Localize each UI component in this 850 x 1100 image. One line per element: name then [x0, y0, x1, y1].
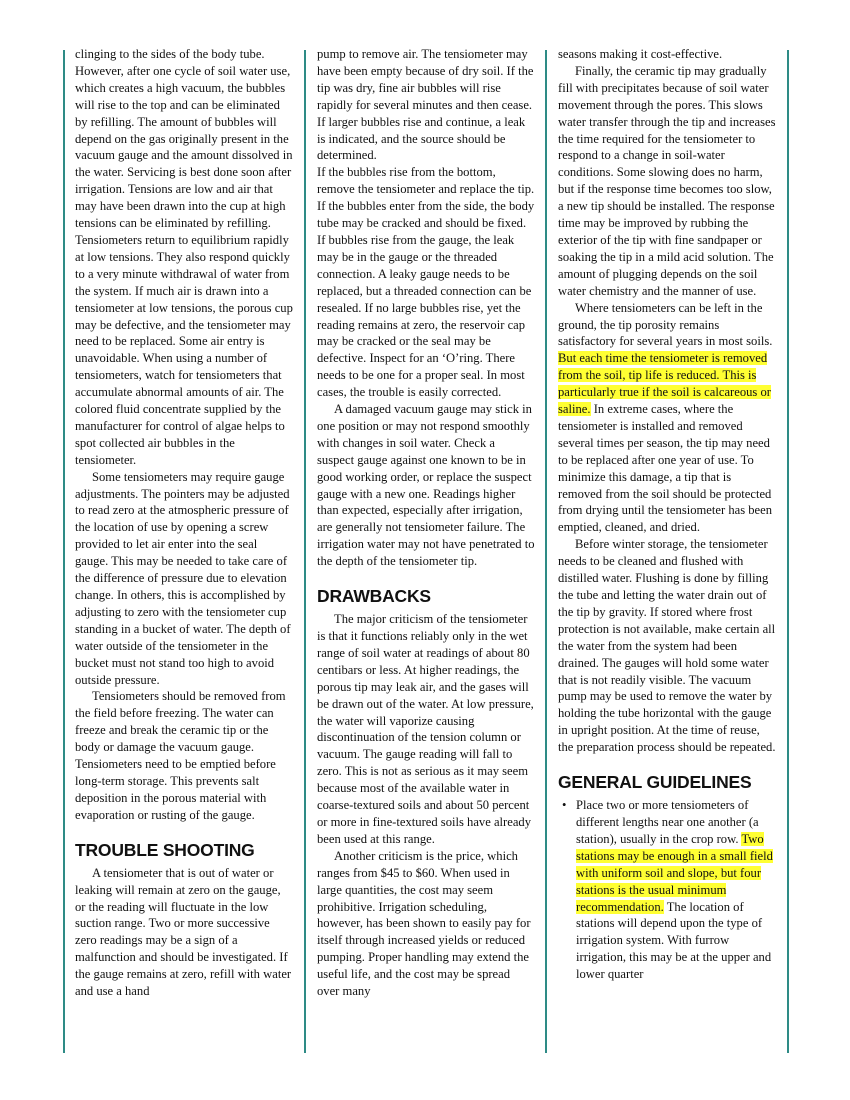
- paragraph: A damaged vacuum gauge may stick in one position or may not respond smoothly with changes in soil water. Check a suspect gauge against one known to be in good working order, or replace the suspect gauge with a new one. Readings higher than expected, especially after irrigation, are generally not tensiometer failure. The irrigation water may not have penetrated to the depth of the tensiometer tip.: [317, 402, 535, 569]
- list-item-text: The location of stations will depend upon the type of irrigation system. With furrow irrigation, this may be at the upper and lower quarter: [576, 899, 772, 982]
- text-column-middle: [317, 46, 535, 1000]
- list-item: [558, 797, 776, 983]
- paragraph: clinging to the sides of the body tube. However, after one cycle of soil water use, which creates a high vacuum, the bubbles will rise to the top and can be eliminated by refilling. The amount of bubbles will depend on the gas originally present in the vacuum gauge and the amount dissolved in the water. Servicing is best done soon after irrigation. Tensions are low and air that may have been drawn into the cup at high tensions can be eliminated by refilling. Tensiometers return to equilibrium rapidly at low tensions. They also respond quickly to a very minute withdrawal of water from the system. If much air is drawn into a tensiometer at low tensions, the porous cup may be defective, and the tensiometer may need to be replaced. Some air entry is unavoidable. When using a number of tensiometers, watch for tensiometers that accumulate abnormal amounts of air. The colored fluid concentrate supplied by the manufacturer for control of algae helps to spot collected air bubbles in the tensiometer.: [75, 47, 293, 467]
- column-rule-2: [304, 50, 306, 1053]
- paragraph-text: In extreme cases, where the tensiometer is installed and removed several times per season, the tip may need to be replaced after one year of use. To minimize this damage, a tip that is removed from the soil should be protected from drying until the tensiometer has been emptied, cleaned, and dried.: [558, 402, 773, 535]
- paragraph-text: Where tensiometers can be left in the ground, the tip porosity remains satisfactory for several years in most soils.: [558, 300, 773, 349]
- highlighted-text: Two stations may be enough in a small field with uniform soil and slope, but four stations is the usual minimum recommendation.: [576, 831, 773, 914]
- section-heading-drawbacks: DRAWBACKS: [317, 586, 431, 607]
- column-rule-left: [63, 50, 65, 1053]
- text-column-right: [558, 46, 776, 983]
- paragraph: [558, 300, 776, 537]
- column-rule-right: [787, 50, 789, 1053]
- highlighted-text: But each time the tensiometer is removed from the soil, tip life is reduced. This is particularly true if the soil is calcareous or saline.: [558, 351, 771, 417]
- paragraph: Some tensiometers may require gauge adjustments. The pointers may be adjusted to read zero at the atmospheric pressure of the location of use by opening a screw provided to let air enter into the seal gauge. This may be needed to take care of the difference of pressure due to elevation change. In others, this is accomplished by adjusting to zero with the tensiometer cup standing in a bucket of water. The depth of water outside of the tensiometer in the bucket must not stand too high to avoid outside pressure.: [75, 469, 291, 687]
- paragraph: Finally, the ceramic tip may gradually fill with precipitates because of soil water movement through the pores. This slows water transfer through the tip and increases the time required for the tensiometer to respond to a change in soil-water conditions. Some slowing does no harm, but if the response time becomes too slow, a new tip should be installed. The response time may be improved by rubbing the exterior of the tip with fine sandpaper or soaking the tip in a mild acid solution. The amount of plugging depends on the soil water chemistry and the manner of use.: [558, 63, 776, 298]
- paragraph: The major criticism of the tensiometer is that it functions reliably only in the wet range of soil water at readings of about 80 centibars or less. At higher readings, the porous tip may leak air, and the gases will be drawn out of the water. At low pressure, the water will vaporize causing discontinuation of the tension column or vacuum. The gauge reading will fall to zero. This is not as serious as it may seem because most of the available water in coarse-textured soils and about 50 percent or more in fine-textured soils have already been used at this range.: [317, 612, 534, 846]
- paragraph: Before winter storage, the tensiometer needs to be cleaned and flushed with distilled water. Flushing is done by filling the tube and letting the water drain out of the tip by gravity. If stored where frost protection is not available, make certain all the water from the system had been drained. The gauges will hold some water that is not readily visible. The vacuum pump may be used to remove the water by holding the tube horizontal with the gauge in upright position. At the time of reuse, the preparation process should be repeated.: [558, 537, 776, 755]
- guideline-list: [558, 797, 776, 983]
- paragraph: Another criticism is the price, which ranges from $45 to $60. When used in large quantities, the cost may seem prohibitive. Irrigation scheduling, however, has been shown to easily pay for itself through increased yields or reduced pumping. Proper handling may extend the useful life, and the cost may be spread over many: [317, 848, 531, 999]
- list-item-text: Place two or more tensiometers of different lengths near one another (a station), usually in the crop row.: [576, 798, 759, 846]
- paragraph: Tensiometers should be removed from the field before freezing. The water can freeze and break the ceramic tip or the body or damage the vacuum gauge. Tensiometers need to be emptied before long-term storage. This prevents salt deposition in the porous material with evaporation or rusting of the gauge.: [75, 689, 286, 822]
- section-heading-trouble-shooting: TROUBLE SHOOTING: [75, 839, 255, 860]
- paragraph: If the bubbles rise from the bottom, remove the tensiometer and replace the tip. If the bubbles enter from the side, the body tube may be cracked and should be fixed. If bubbles rise from the gauge, the leak may be in the gauge or the threaded connection. A leaky gauge needs to be replaced, but a threaded connection can be resealed. If no large bubbles rise, yet the reading remains at zero, the reservoir cap may be cracked or the seal may be defective. Inspect for an ‘O’ring. There needs to be one for a proper seal. In most cases, the trouble is easily corrected.: [317, 165, 535, 400]
- paragraph: seasons making it cost-effective.: [558, 47, 723, 61]
- column-rule-3: [545, 50, 547, 1053]
- section-heading-general-guidelines: GENERAL GUIDELINES: [558, 772, 752, 793]
- paragraph: pump to remove air. The tensiometer may have been empty because of dry soil. If the tip was dry, fine air bubbles will rise rapidly for several minutes and then cease. If larger bubbles rise and continue, a leak is indicated, and the source should be determined.: [317, 47, 534, 163]
- paragraph: A tensiometer that is out of water or leaking will remain at zero on the gauge, or the reading will fluctuate in the low suction range. Two or more successive zero readings may be a sign of a malfunction and should be investigated. If the gauge remains at zero, refill with water and use a hand: [75, 865, 292, 999]
- text-column-left: [75, 46, 293, 1000]
